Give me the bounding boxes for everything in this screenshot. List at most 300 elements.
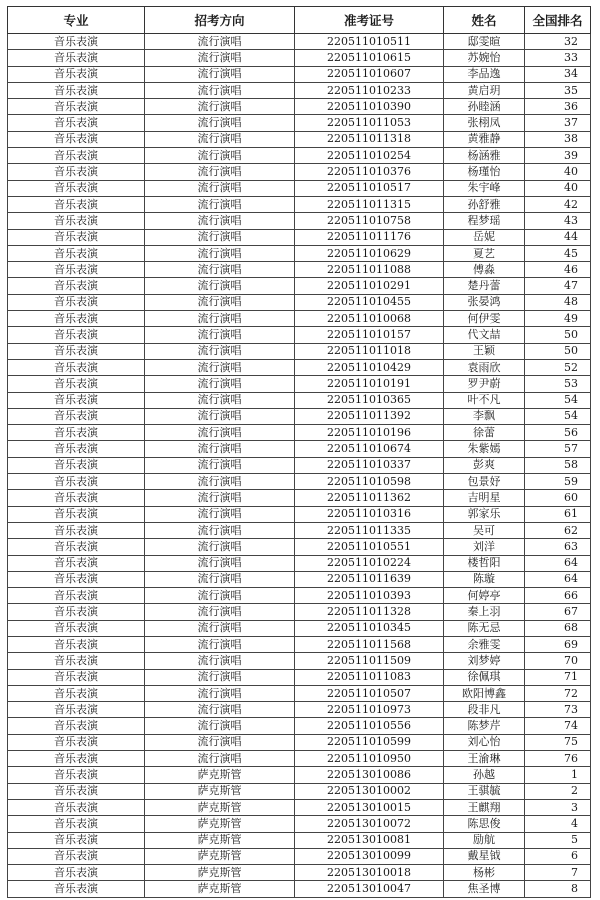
- cell-direction: 流行演唱: [145, 278, 295, 294]
- cell-major: 音乐表演: [8, 474, 145, 490]
- cell-exam-number: 220511010455: [295, 294, 444, 310]
- cell-rank: 75: [525, 734, 591, 750]
- cell-direction: 流行演唱: [145, 131, 295, 147]
- cell-direction: 流行演唱: [145, 490, 295, 506]
- cell-rank: 56: [525, 425, 591, 441]
- cell-major: 音乐表演: [8, 408, 145, 424]
- cell-major: 音乐表演: [8, 99, 145, 115]
- cell-major: 音乐表演: [8, 441, 145, 457]
- table-row: [8, 588, 591, 604]
- cell-rank: 36: [525, 99, 591, 115]
- cell-major: 音乐表演: [8, 588, 145, 604]
- cell-rank: 40: [525, 180, 591, 196]
- cell-major: 音乐表演: [8, 376, 145, 392]
- cell-name: 刘洋: [444, 539, 525, 555]
- cell-name: 夏艺: [444, 245, 525, 261]
- table-row: [8, 34, 591, 50]
- table-row: [8, 343, 591, 359]
- table-row: [8, 767, 591, 783]
- cell-name: 吴可: [444, 522, 525, 538]
- cell-name: 刘心怡: [444, 734, 525, 750]
- cell-name: 岳妮: [444, 229, 525, 245]
- table-row: [8, 751, 591, 767]
- table-row: [8, 604, 591, 620]
- header-exam-number: 准考证号: [295, 7, 444, 34]
- cell-direction: 流行演唱: [145, 636, 295, 652]
- cell-direction: 流行演唱: [145, 474, 295, 490]
- cell-rank: 35: [525, 82, 591, 98]
- table-row: [8, 506, 591, 522]
- header-name: 姓名: [444, 7, 525, 34]
- cell-major: 音乐表演: [8, 278, 145, 294]
- cell-major: 音乐表演: [8, 343, 145, 359]
- cell-name: 邸雯暄: [444, 34, 525, 50]
- cell-name: 孙睦涵: [444, 99, 525, 115]
- cell-rank: 62: [525, 522, 591, 538]
- cell-name: 王骐毓: [444, 783, 525, 799]
- table-row: [8, 783, 591, 799]
- cell-exam-number: 220511010191: [295, 376, 444, 392]
- cell-major: 音乐表演: [8, 848, 145, 864]
- cell-exam-number: 220513010072: [295, 816, 444, 832]
- cell-direction: 流行演唱: [145, 425, 295, 441]
- cell-name: 黄雅静: [444, 131, 525, 147]
- cell-major: 音乐表演: [8, 148, 145, 164]
- cell-direction: 流行演唱: [145, 506, 295, 522]
- cell-direction: 流行演唱: [145, 376, 295, 392]
- cell-major: 音乐表演: [8, 555, 145, 571]
- cell-direction: 流行演唱: [145, 702, 295, 718]
- cell-name: 包景妤: [444, 474, 525, 490]
- cell-rank: 71: [525, 669, 591, 685]
- cell-major: 音乐表演: [8, 522, 145, 538]
- cell-exam-number: 220511010233: [295, 82, 444, 98]
- cell-direction: 流行演唱: [145, 457, 295, 473]
- cell-rank: 1: [525, 767, 591, 783]
- cell-exam-number: 220511010556: [295, 718, 444, 734]
- cell-direction: 流行演唱: [145, 66, 295, 82]
- cell-major: 音乐表演: [8, 620, 145, 636]
- cell-major: 音乐表演: [8, 164, 145, 180]
- cell-name: 郭家乐: [444, 506, 525, 522]
- table-row: [8, 620, 591, 636]
- cell-rank: 63: [525, 539, 591, 555]
- cell-major: 音乐表演: [8, 702, 145, 718]
- cell-name: 彭爽: [444, 457, 525, 473]
- cell-name: 杨瑾怡: [444, 164, 525, 180]
- cell-exam-number: 220511011088: [295, 262, 444, 278]
- table-body: [8, 34, 591, 898]
- cell-direction: 流行演唱: [145, 99, 295, 115]
- cell-direction: 流行演唱: [145, 245, 295, 261]
- cell-exam-number: 220513010018: [295, 865, 444, 881]
- table-row: [8, 539, 591, 555]
- cell-major: 音乐表演: [8, 66, 145, 82]
- cell-name: 王麒翔: [444, 799, 525, 815]
- cell-direction: 萨克斯管: [145, 881, 295, 897]
- cell-rank: 60: [525, 490, 591, 506]
- cell-name: 王渝琳: [444, 751, 525, 767]
- cell-direction: 萨克斯管: [145, 799, 295, 815]
- cell-major: 音乐表演: [8, 539, 145, 555]
- cell-direction: 流行演唱: [145, 327, 295, 343]
- cell-rank: 53: [525, 376, 591, 392]
- cell-direction: 流行演唱: [145, 408, 295, 424]
- cell-name: 余雅雯: [444, 636, 525, 652]
- cell-direction: 流行演唱: [145, 620, 295, 636]
- cell-direction: 萨克斯管: [145, 832, 295, 848]
- cell-exam-number: 220511011335: [295, 522, 444, 538]
- cell-direction: 流行演唱: [145, 669, 295, 685]
- cell-direction: 流行演唱: [145, 734, 295, 750]
- cell-rank: 47: [525, 278, 591, 294]
- cell-rank: 52: [525, 359, 591, 375]
- cell-direction: 流行演唱: [145, 555, 295, 571]
- cell-rank: 39: [525, 148, 591, 164]
- table-row: [8, 685, 591, 701]
- table-row: [8, 376, 591, 392]
- table-row: [8, 816, 591, 832]
- cell-name: 张栩凤: [444, 115, 525, 131]
- cell-direction: 流行演唱: [145, 441, 295, 457]
- cell-name: 罗尹蔚: [444, 376, 525, 392]
- cell-exam-number: 220511010390: [295, 99, 444, 115]
- table-row: [8, 50, 591, 66]
- cell-exam-number: 220513010002: [295, 783, 444, 799]
- cell-exam-number: 220511010157: [295, 327, 444, 343]
- cell-direction: 流行演唱: [145, 604, 295, 620]
- cell-direction: 流行演唱: [145, 262, 295, 278]
- cell-direction: 流行演唱: [145, 685, 295, 701]
- cell-exam-number: 220511010517: [295, 180, 444, 196]
- table-row: [8, 474, 591, 490]
- cell-major: 音乐表演: [8, 490, 145, 506]
- cell-exam-number: 220511010224: [295, 555, 444, 571]
- table-row: [8, 702, 591, 718]
- table-row: [8, 327, 591, 343]
- cell-exam-number: 220511010316: [295, 506, 444, 522]
- cell-direction: 流行演唱: [145, 571, 295, 587]
- cell-major: 音乐表演: [8, 669, 145, 685]
- cell-rank: 6: [525, 848, 591, 864]
- cell-major: 音乐表演: [8, 262, 145, 278]
- cell-major: 音乐表演: [8, 816, 145, 832]
- cell-rank: 50: [525, 327, 591, 343]
- cell-major: 音乐表演: [8, 718, 145, 734]
- cell-name: 段非凡: [444, 702, 525, 718]
- cell-major: 音乐表演: [8, 865, 145, 881]
- cell-name: 朱宇峰: [444, 180, 525, 196]
- cell-name: 徐佩琪: [444, 669, 525, 685]
- cell-exam-number: 220511011176: [295, 229, 444, 245]
- cell-rank: 46: [525, 262, 591, 278]
- cell-rank: 40: [525, 164, 591, 180]
- table-row: [8, 669, 591, 685]
- table-row: [8, 359, 591, 375]
- table-row: [8, 262, 591, 278]
- header-row: [8, 7, 591, 34]
- ranking-sheet: [7, 6, 590, 898]
- cell-direction: 萨克斯管: [145, 848, 295, 864]
- table-row: [8, 734, 591, 750]
- cell-exam-number: 220513010086: [295, 767, 444, 783]
- cell-rank: 67: [525, 604, 591, 620]
- cell-exam-number: 220511010254: [295, 148, 444, 164]
- cell-exam-number: 220511010950: [295, 751, 444, 767]
- table-row: [8, 653, 591, 669]
- cell-name: 黄启玥: [444, 82, 525, 98]
- cell-name: 杨彬: [444, 865, 525, 881]
- cell-name: 孙越: [444, 767, 525, 783]
- cell-exam-number: 220511011509: [295, 653, 444, 669]
- cell-direction: 流行演唱: [145, 148, 295, 164]
- cell-major: 音乐表演: [8, 327, 145, 343]
- cell-rank: 50: [525, 343, 591, 359]
- cell-direction: 流行演唱: [145, 718, 295, 734]
- cell-exam-number: 220511011315: [295, 196, 444, 212]
- table-row: [8, 229, 591, 245]
- cell-major: 音乐表演: [8, 653, 145, 669]
- cell-rank: 33: [525, 50, 591, 66]
- cell-rank: 70: [525, 653, 591, 669]
- cell-name: 代文喆: [444, 327, 525, 343]
- table-row: [8, 832, 591, 848]
- cell-name: 徐蕾: [444, 425, 525, 441]
- cell-major: 音乐表演: [8, 881, 145, 897]
- cell-major: 音乐表演: [8, 131, 145, 147]
- header-national-rank: 全国排名: [525, 7, 591, 34]
- table-row: [8, 131, 591, 147]
- cell-exam-number: 220511010607: [295, 66, 444, 82]
- cell-exam-number: 220511011018: [295, 343, 444, 359]
- cell-name: 欧阳博鑫: [444, 685, 525, 701]
- cell-direction: 流行演唱: [145, 213, 295, 229]
- cell-major: 音乐表演: [8, 506, 145, 522]
- cell-major: 音乐表演: [8, 245, 145, 261]
- table-row: [8, 311, 591, 327]
- ranking-table: [7, 6, 591, 898]
- cell-direction: 流行演唱: [145, 311, 295, 327]
- cell-name: 秦上羽: [444, 604, 525, 620]
- cell-exam-number: 220511010068: [295, 311, 444, 327]
- cell-exam-number: 220511011568: [295, 636, 444, 652]
- cell-exam-number: 220511011318: [295, 131, 444, 147]
- cell-name: 励航: [444, 832, 525, 848]
- table-row: [8, 425, 591, 441]
- cell-exam-number: 220511011362: [295, 490, 444, 506]
- cell-exam-number: 220513010047: [295, 881, 444, 897]
- cell-direction: 流行演唱: [145, 34, 295, 50]
- header-direction: 招考方向: [145, 7, 295, 34]
- cell-rank: 66: [525, 588, 591, 604]
- cell-direction: 流行演唱: [145, 539, 295, 555]
- cell-name: 楚丹蕾: [444, 278, 525, 294]
- cell-rank: 61: [525, 506, 591, 522]
- cell-exam-number: 220511010599: [295, 734, 444, 750]
- cell-rank: 54: [525, 408, 591, 424]
- cell-rank: 68: [525, 620, 591, 636]
- cell-rank: 4: [525, 816, 591, 832]
- cell-direction: 萨克斯管: [145, 783, 295, 799]
- cell-name: 焦圣博: [444, 881, 525, 897]
- cell-major: 音乐表演: [8, 115, 145, 131]
- table-row: [8, 245, 591, 261]
- cell-exam-number: 220511010393: [295, 588, 444, 604]
- cell-exam-number: 220511010365: [295, 392, 444, 408]
- cell-name: 傅淼: [444, 262, 525, 278]
- cell-rank: 76: [525, 751, 591, 767]
- header-major: 专业: [8, 7, 145, 34]
- cell-major: 音乐表演: [8, 734, 145, 750]
- cell-rank: 5: [525, 832, 591, 848]
- cell-name: 刘梦婷: [444, 653, 525, 669]
- cell-exam-number: 220511010376: [295, 164, 444, 180]
- cell-name: 李品逸: [444, 66, 525, 82]
- table-row: [8, 82, 591, 98]
- cell-name: 孙舒雅: [444, 196, 525, 212]
- cell-direction: 萨克斯管: [145, 816, 295, 832]
- cell-rank: 44: [525, 229, 591, 245]
- table-row: [8, 164, 591, 180]
- table-row: [8, 636, 591, 652]
- cell-major: 音乐表演: [8, 50, 145, 66]
- cell-direction: 流行演唱: [145, 229, 295, 245]
- cell-rank: 72: [525, 685, 591, 701]
- cell-exam-number: 220511010291: [295, 278, 444, 294]
- table-row: [8, 555, 591, 571]
- cell-name: 楼哲阳: [444, 555, 525, 571]
- table-row: [8, 148, 591, 164]
- cell-direction: 流行演唱: [145, 164, 295, 180]
- table-row: [8, 213, 591, 229]
- cell-exam-number: 220513010081: [295, 832, 444, 848]
- cell-direction: 流行演唱: [145, 522, 295, 538]
- cell-exam-number: 220511011392: [295, 408, 444, 424]
- table-row: [8, 881, 591, 897]
- cell-exam-number: 220511010337: [295, 457, 444, 473]
- cell-major: 音乐表演: [8, 425, 145, 441]
- cell-direction: 流行演唱: [145, 196, 295, 212]
- cell-exam-number: 220511010507: [295, 685, 444, 701]
- table-row: [8, 278, 591, 294]
- cell-exam-number: 220511010973: [295, 702, 444, 718]
- cell-rank: 64: [525, 555, 591, 571]
- cell-direction: 流行演唱: [145, 82, 295, 98]
- cell-rank: 32: [525, 34, 591, 50]
- cell-major: 音乐表演: [8, 751, 145, 767]
- cell-rank: 2: [525, 783, 591, 799]
- cell-exam-number: 220511010511: [295, 34, 444, 50]
- cell-major: 音乐表演: [8, 604, 145, 620]
- cell-exam-number: 220511011053: [295, 115, 444, 131]
- table-row: [8, 115, 591, 131]
- cell-direction: 流行演唱: [145, 294, 295, 310]
- cell-major: 音乐表演: [8, 213, 145, 229]
- cell-rank: 7: [525, 865, 591, 881]
- cell-name: 陈无忌: [444, 620, 525, 636]
- cell-exam-number: 220511010629: [295, 245, 444, 261]
- table-row: [8, 522, 591, 538]
- cell-name: 吉明星: [444, 490, 525, 506]
- cell-exam-number: 220511010345: [295, 620, 444, 636]
- table-row: [8, 408, 591, 424]
- cell-rank: 64: [525, 571, 591, 587]
- cell-rank: 8: [525, 881, 591, 897]
- cell-exam-number: 220513010015: [295, 799, 444, 815]
- cell-major: 音乐表演: [8, 180, 145, 196]
- cell-exam-number: 220513010099: [295, 848, 444, 864]
- cell-major: 音乐表演: [8, 392, 145, 408]
- cell-name: 何伊雯: [444, 311, 525, 327]
- cell-exam-number: 220511010674: [295, 441, 444, 457]
- cell-name: 袁雨欣: [444, 359, 525, 375]
- cell-major: 音乐表演: [8, 832, 145, 848]
- table-row: [8, 392, 591, 408]
- table-row: [8, 865, 591, 881]
- cell-major: 音乐表演: [8, 294, 145, 310]
- cell-exam-number: 220511010551: [295, 539, 444, 555]
- table-row: [8, 571, 591, 587]
- cell-major: 音乐表演: [8, 571, 145, 587]
- cell-exam-number: 220511010598: [295, 474, 444, 490]
- table-row: [8, 490, 591, 506]
- cell-rank: 58: [525, 457, 591, 473]
- table-row: [8, 180, 591, 196]
- cell-exam-number: 220511011328: [295, 604, 444, 620]
- cell-rank: 42: [525, 196, 591, 212]
- cell-major: 音乐表演: [8, 457, 145, 473]
- cell-exam-number: 220511010196: [295, 425, 444, 441]
- cell-direction: 流行演唱: [145, 343, 295, 359]
- cell-rank: 49: [525, 311, 591, 327]
- cell-major: 音乐表演: [8, 359, 145, 375]
- cell-major: 音乐表演: [8, 34, 145, 50]
- cell-name: 杨涵雅: [444, 148, 525, 164]
- table-row: [8, 441, 591, 457]
- cell-name: 程梦瑶: [444, 213, 525, 229]
- cell-name: 陈梦芹: [444, 718, 525, 734]
- cell-direction: 流行演唱: [145, 653, 295, 669]
- cell-name: 苏婉怡: [444, 50, 525, 66]
- cell-rank: 37: [525, 115, 591, 131]
- cell-major: 音乐表演: [8, 783, 145, 799]
- cell-name: 王颖: [444, 343, 525, 359]
- cell-major: 音乐表演: [8, 767, 145, 783]
- cell-direction: 流行演唱: [145, 392, 295, 408]
- cell-name: 张晏鸿: [444, 294, 525, 310]
- cell-exam-number: 220511010429: [295, 359, 444, 375]
- cell-direction: 萨克斯管: [145, 865, 295, 881]
- cell-rank: 54: [525, 392, 591, 408]
- cell-name: 李飘: [444, 408, 525, 424]
- cell-rank: 57: [525, 441, 591, 457]
- cell-direction: 流行演唱: [145, 115, 295, 131]
- cell-exam-number: 220511011083: [295, 669, 444, 685]
- cell-direction: 流行演唱: [145, 359, 295, 375]
- cell-direction: 流行演唱: [145, 751, 295, 767]
- cell-major: 音乐表演: [8, 799, 145, 815]
- cell-rank: 69: [525, 636, 591, 652]
- cell-exam-number: 220511011639: [295, 571, 444, 587]
- cell-rank: 3: [525, 799, 591, 815]
- table-row: [8, 718, 591, 734]
- cell-rank: 48: [525, 294, 591, 310]
- cell-direction: 流行演唱: [145, 50, 295, 66]
- cell-name: 陈璇: [444, 571, 525, 587]
- table-row: [8, 66, 591, 82]
- table-row: [8, 848, 591, 864]
- cell-major: 音乐表演: [8, 685, 145, 701]
